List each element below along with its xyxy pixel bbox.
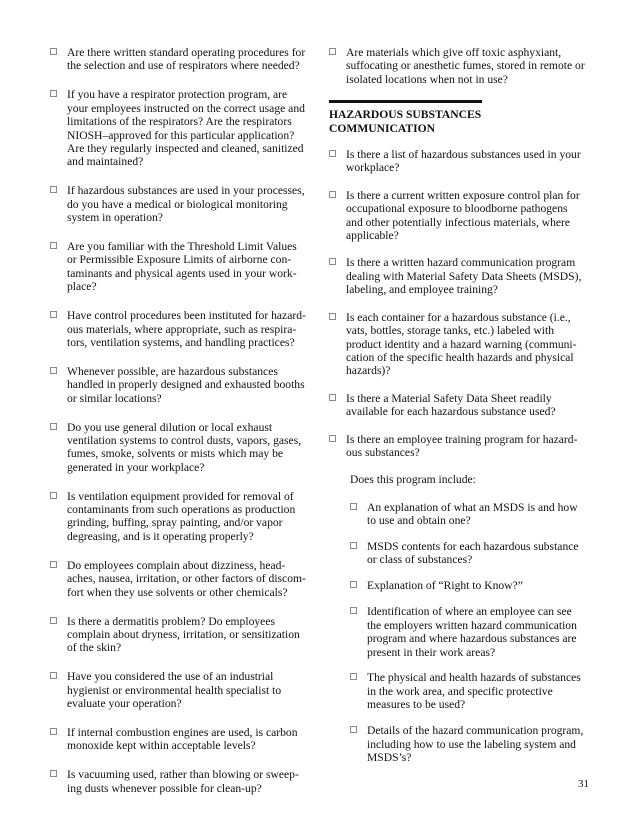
checklist-item — [50, 768, 308, 795]
question-text: Is ventilation equipment provided for removal of contaminants from such operations as production grinding, buffing, spray painting, and/or vapor degreasing, and is it operating properly? — [67, 489, 296, 543]
checkbox[interactable] — [350, 581, 357, 588]
right-column — [329, 46, 591, 777]
question-text: If you have a respirator protection program, are your employees instructed on the correct usage and limitations of the respirators? Are the respirators NIOSH–approved for this particular application? Are they regularly inspected and cleaned, sanitized and maintained? — [67, 88, 305, 169]
checklist-item — [329, 189, 591, 243]
checklist-item — [50, 421, 308, 475]
checkbox[interactable] — [329, 191, 336, 198]
sub-checklist-item — [350, 501, 591, 528]
page-number: 31 — [578, 778, 589, 790]
question-text: Is there a written hazard communication program dealing with Material Safety Data Sheets (MSDS), labeling, and employee training? — [346, 256, 582, 297]
checklist-item — [50, 240, 308, 294]
question-text: Do you use general dilution or local exhaust ventilation systems to control dusts, vapors, gases, fumes, smoke, solvents or mists which may be generated in your workplace? — [67, 420, 302, 474]
question-text: Have control procedures been instituted for hazard- ous materials, where appropriate, such as respira- tors, ventilation systems, and handling practices? — [67, 309, 306, 349]
checklist-item — [329, 46, 591, 86]
question-text: Is each container for a hazardous substance (i.e., vats, bottles, storage tanks, etc.) labeled with product identity and a hazard warning (communi- cation of the specific health hazards and physical hazards)? — [346, 310, 577, 378]
section-heading: HAZARDOUS SUBSTANCES COMMUNICATION — [329, 108, 482, 135]
checkbox[interactable] — [50, 367, 57, 374]
checklist-item — [50, 88, 308, 168]
checkbox[interactable] — [50, 48, 57, 55]
checkbox[interactable] — [329, 150, 336, 157]
checkbox[interactable] — [50, 186, 57, 193]
checkbox[interactable] — [50, 423, 57, 430]
sub-checklist-item — [350, 605, 591, 659]
checklist-item — [50, 309, 308, 349]
checklist-item — [50, 490, 308, 544]
checkbox[interactable] — [50, 90, 57, 97]
checkbox[interactable] — [350, 673, 357, 680]
sub-checklist-item — [350, 671, 591, 711]
checklist-item — [50, 559, 308, 599]
checkbox[interactable] — [329, 313, 336, 320]
checkbox[interactable] — [350, 503, 357, 510]
question-text: Explanation of “Right to Know?” — [367, 579, 523, 593]
sub-checklist-item — [350, 540, 591, 567]
question-text: If hazardous substances are used in your processes, do you have a medical or biological monitoring system in operation? — [67, 184, 305, 225]
program-intro-text: Does this program include: — [350, 473, 476, 487]
question-text: Is there an employee training program for hazard- ous substances? — [346, 432, 578, 459]
checklist-item — [50, 615, 308, 655]
checkbox[interactable] — [329, 394, 336, 401]
question-text: Whenever possible, are hazardous substances handled in properly designed and exhausted booths or similar locations? — [67, 364, 305, 405]
checkbox[interactable] — [50, 728, 57, 735]
checkbox[interactable] — [50, 672, 57, 679]
question-text: If internal combustion engines are used, is carbon monoxide kept within acceptable levels? — [67, 725, 298, 753]
checkbox[interactable] — [329, 48, 336, 55]
checkbox[interactable] — [50, 492, 57, 499]
checklist-item — [329, 148, 591, 175]
checkbox[interactable] — [329, 435, 336, 442]
left-column — [50, 46, 308, 811]
checklist-item — [50, 46, 308, 73]
checklist-item — [50, 726, 308, 753]
checklist-item — [50, 184, 308, 224]
checklist-item — [329, 392, 591, 419]
question-text: MSDS contents for each hazardous substance or class of substances? — [367, 540, 579, 567]
question-text: Identification of where an employee can see the employers written hazard communication program and where hazardous substances are present in their work areas? — [367, 605, 577, 659]
checkbox[interactable] — [50, 561, 57, 568]
checklist-item — [50, 365, 308, 405]
checkbox[interactable] — [350, 542, 357, 549]
question-text: Have you considered the use of an industrial hygienist or environmental health specialist to evaluate your operation? — [67, 670, 282, 711]
question-text: Is there a dermatitis problem? Do employees complain about dryness, irritation, or sensitization of the skin? — [67, 614, 300, 655]
question-text: Are you familiar with the Threshold Limit Values or Permissible Exposure Limits of airborne con- taminants and physical agents used in your work- place? — [67, 239, 297, 294]
question-text: Is there a list of hazardous substances used in your workplace? — [346, 148, 581, 175]
sub-checklist-item — [350, 724, 591, 764]
checkbox[interactable] — [329, 258, 336, 265]
question-text: Are materials which give off toxic asphyxiant, suffocating or anesthetic fumes, stored in remote or isolated locations when not in use? — [346, 46, 585, 86]
section-divider — [329, 100, 482, 103]
question-text: An explanation of what an MSDS is and how to use and obtain one? — [367, 500, 578, 528]
checkbox[interactable] — [50, 770, 57, 777]
checkbox[interactable] — [50, 311, 57, 318]
checklist-item — [329, 311, 591, 378]
question-text: Do employees complain about dizziness, head- aches, nausea, irritation, or other factors of discom- fort when they use solvents or other chemicals? — [67, 558, 306, 599]
sub-checklist-item — [350, 579, 591, 592]
question-text: Is vacuuming used, rather than blowing or sweep- ing dusts whenever possible for clean-up? — [67, 768, 299, 795]
question-text: Is there a current written exposure control plan for occupational exposure to bloodborne pathogens and other potentially infectious materials, where applicable? — [346, 188, 580, 243]
checklist-item — [329, 256, 591, 296]
checkbox[interactable] — [350, 607, 357, 614]
question-text: Is there a Material Safety Data Sheet readily available for each hazardous substance used? — [346, 391, 556, 419]
checklist-item — [50, 670, 308, 710]
checkbox[interactable] — [50, 617, 57, 624]
question-text: Are there written standard operating procedures for the selection and use of respirators where needed? — [67, 46, 306, 73]
checkbox[interactable] — [350, 726, 357, 733]
program-sublist — [329, 501, 591, 765]
checkbox[interactable] — [50, 242, 57, 249]
question-text: The physical and health hazards of substances in the work area, and specific protective measures to be used? — [367, 671, 581, 712]
question-text: Details of the hazard communication program, including how to use the labeling system and MSDS’s? — [367, 724, 584, 764]
checklist-item — [329, 433, 591, 460]
